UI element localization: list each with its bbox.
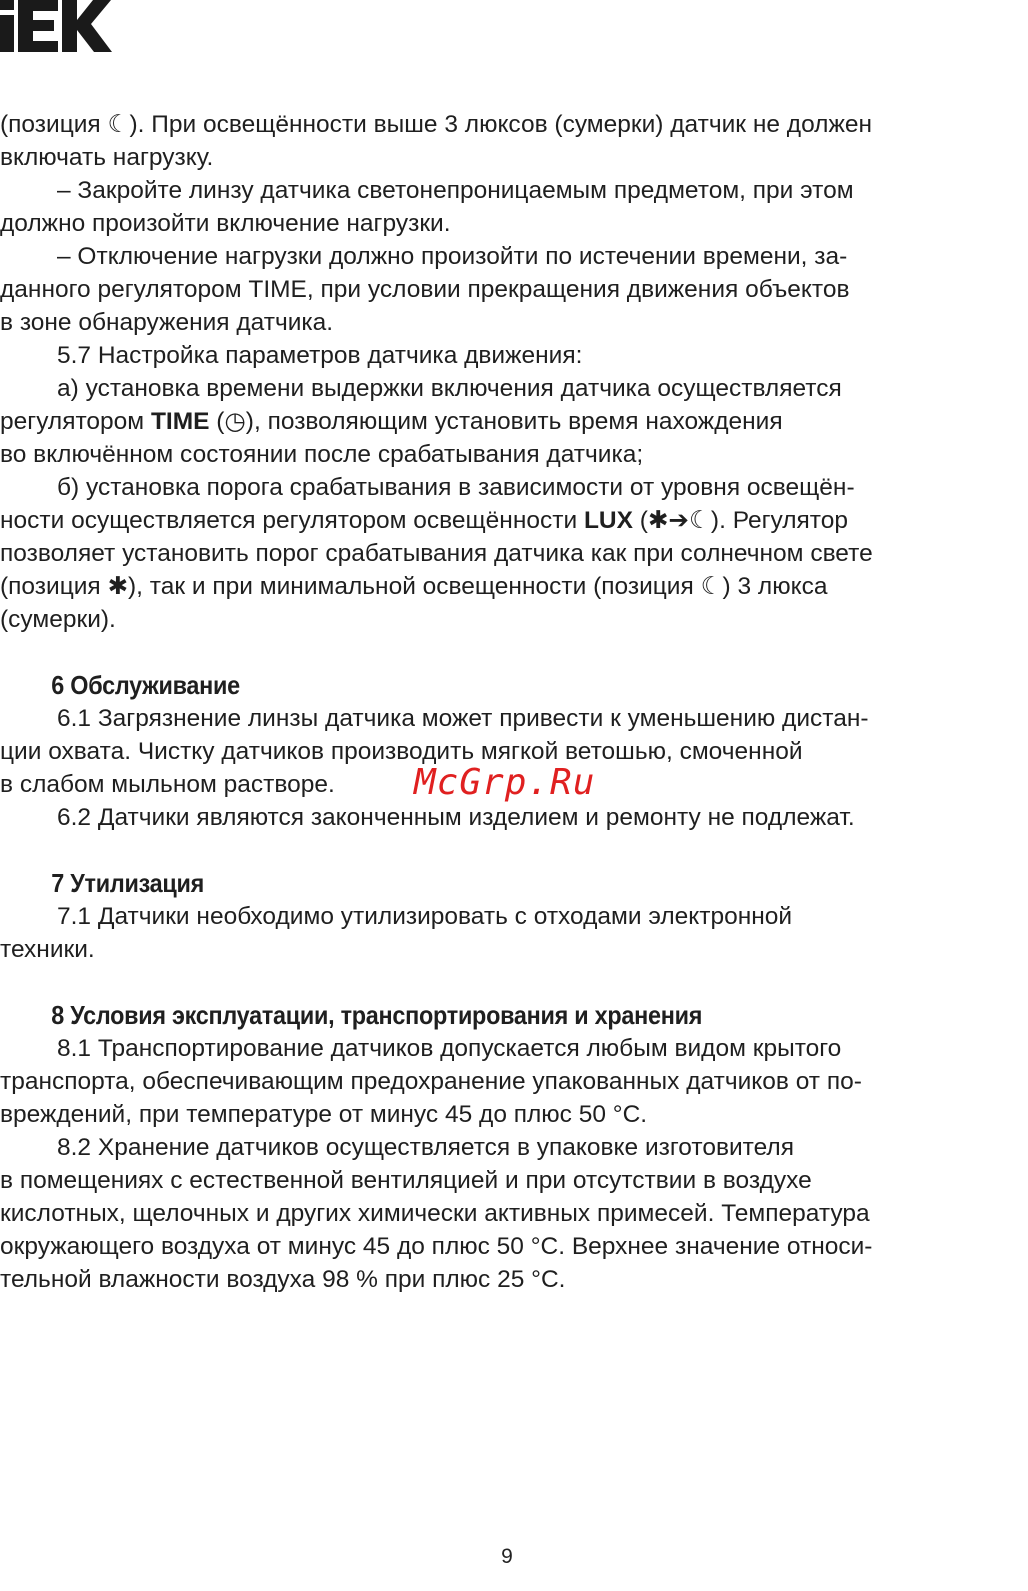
text-line: 5.7 Настройка параметров датчика движения: [57,342,583,369]
text-line: 6.2 Датчики являются законченным изделием и ремонту не подлежат. [57,804,855,831]
spacer [0,834,1018,867]
spacer [0,636,1018,669]
text-line: (сумерки). [0,606,116,633]
paragraph [0,1032,1018,1296]
section-maintenance [0,669,1018,834]
section-disposal [0,867,1018,966]
text-line: данного регулятором TIME, при условии прекращения движения объектов [0,276,850,303]
section-operating-conditions [0,999,1018,1296]
page-number-value: 9 [501,1545,513,1568]
lux-regulator-label: LUX [583,507,633,534]
iek-logo [0,0,112,52]
text-line: 8.1 Транспортирование датчиков допускается любым видом крытого [57,1035,842,1062]
text-fragment: (✱➔☾). Регулятор [632,507,848,534]
text-line: кислотных, щелочных и других химически активных примесей. Температура [0,1200,870,1227]
text-line: вреждений, при температуре от минус 45 до плюс 50 °С. [0,1101,648,1128]
text-fragment: (◷), позволяющим установить время нахождения [209,408,783,435]
text-line: техники. [0,936,95,963]
text-line: а) установка времени выдержки включения датчика осуществляется [57,375,842,402]
page-number [0,1543,1018,1571]
text-line: включать нагрузку. [0,144,214,171]
watermark: McGrp.Ru [414,762,596,803]
text-line: позволяет установить порог срабатывания датчика как при солнечном свете [0,540,873,567]
section-heading: 7 Утилизация [51,868,204,898]
text-line: (позиция ✱), так и при минимальной освещенности (позиция ☾) 3 люкса [0,573,828,600]
text-line: в слабом мыльном растворе. [0,771,335,798]
time-regulator-label: TIME [150,408,210,435]
paragraph [0,900,1018,966]
text-line: должно произойти включение нагрузки. [0,210,451,237]
text-line: в зоне обнаружения датчика. [0,309,334,336]
spacer [0,966,1018,999]
text-line: тельной влажности воздуха 98 % при плюс 25 °С. [0,1266,566,1293]
text-line: б) установка порога срабатывания в зависимости от уровня освещён- [57,474,855,501]
text-fragment: ности осуществляется регулятором освещённости [0,507,584,534]
section-heading: 8 Условия эксплуатации, транспортирования и хранения [51,1000,703,1030]
text-line: (позиция ☾). При освещённости выше 3 люксов (сумерки) датчик не должен [0,111,873,138]
text-line: окружающего воздуха от минус 45 до плюс 50 °С. Верхнее значение относи- [0,1233,873,1260]
text-line: 8.2 Хранение датчиков осуществляется в упаковке изготовителя [57,1134,794,1161]
text-line-time [0,405,1018,438]
document-body [0,108,1018,1296]
text-line: 6.1 Загрязнение линзы датчика может привести к уменьшению дистан- [57,705,869,732]
text-line-lux [0,504,1018,537]
text-line: – Закройте линзу датчика светонепроницаемым предметом, при этом [57,177,854,204]
text-line: в помещениях с естественной вентиляцией и при отсутствии в воздухе [0,1167,812,1194]
text-line: транспорта, обеспечивающим предохранение упакованных датчиков от по- [0,1068,862,1095]
text-line: – Отключение нагрузки должно произойти по истечении времени, за- [57,243,848,270]
section-heading: 6 Обслуживание [51,670,240,700]
text-line: ции охвата. Чистку датчиков производить мягкой ветошью, смоченной [0,738,803,765]
text-fragment: регулятором [0,408,151,435]
text-line: 7.1 Датчики необходимо утилизировать с отходами электронной [57,903,793,930]
text-line: во включённом состоянии после срабатывания датчика; [0,441,644,468]
paragraph-intro [0,108,1018,636]
